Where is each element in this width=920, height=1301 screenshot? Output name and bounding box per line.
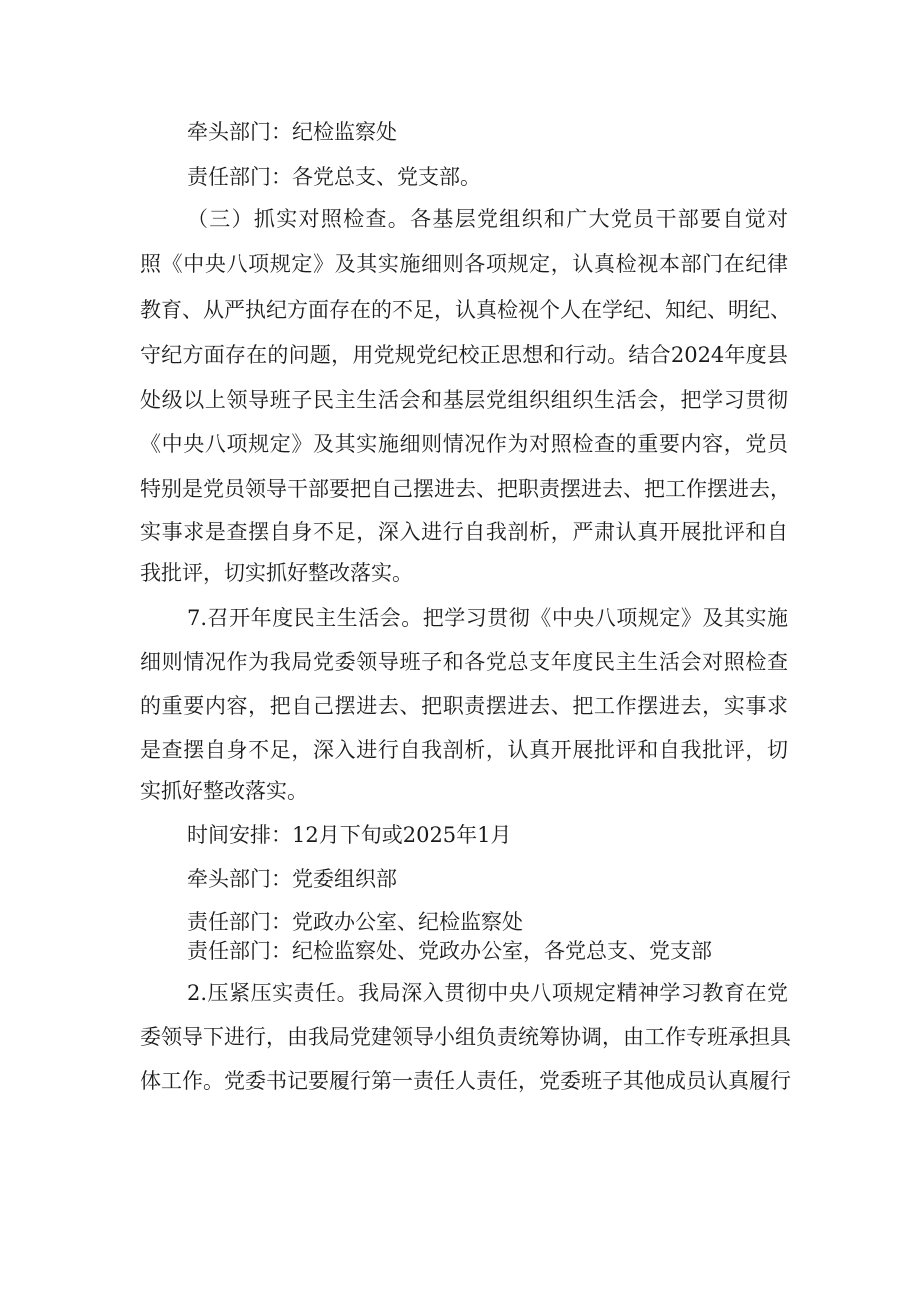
lead-dept-line-1: 牵头部门：纪检监察处: [187, 120, 397, 144]
item-7-para-line-1: 7.召开年度民主生活会。把学习贯彻《中央八项规定》及其实施: [187, 606, 788, 630]
item-7-para-line-5: 实抓好整改落实。: [140, 779, 308, 803]
item-7-para-line-3: 的重要内容，把自己摆进去、把职责摆进去、把工作摆进去，实事求: [140, 694, 788, 718]
schedule-line: 时间安排：12月下旬或2025年1月: [187, 823, 512, 847]
resp-dept-line-1: 责任部门：各党总支、党支部。: [187, 165, 481, 189]
section-3-para-line-9: 我批评，切实抓好整改落实。: [140, 561, 413, 585]
lead-dept-line-2: 牵头部门：党委组织部: [187, 867, 397, 891]
section-3-para-line-7: 特别是党员领导干部要把自己摆进去、把职责摆进去、把工作摆进去，: [140, 477, 791, 501]
item-7-para-line-2: 细则情况作为我局党委领导班子和各党总支年度民主生活会对照检查: [140, 650, 788, 674]
section-3-para-line-1: （三）抓实对照检查。各基层党组织和广大党员干部要自觉对: [187, 207, 788, 231]
resp-dept-line-3: 责任部门：纪检监察处、党政办公室，各党总支、党支部: [187, 939, 712, 963]
section-3-para-line-2: 照《中央八项规定》及其实施细则各项规定，认真检视本部门在纪律: [140, 252, 788, 276]
item-2-para-line-2: 委领导下进行，由我局党建领导小组负责统筹协调，由工作专班承担具: [140, 1025, 791, 1049]
item-7-para-line-4: 是查摆自身不足，深入进行自我剖析，认真开展批评和自我批评，切: [140, 738, 788, 762]
resp-dept-line-2: 责任部门：党政办公室、纪检监察处: [187, 910, 523, 934]
item-2-para-line-3: 体工作。党委书记要履行第一责任人责任，党委班子其他成员认真履行: [140, 1069, 791, 1093]
item-2-para-line-1: 2.压紧压实责任。我局深入贯彻中央八项规定精神学习教育在党: [187, 981, 788, 1005]
section-3-para-line-8: 实事求是查摆自身不足，深入进行自我剖析，严肃认真开展批评和自: [140, 520, 788, 544]
section-3-para-line-4: 守纪方面存在的问题，用党规党纪校正思想和行动。结合2024年度县: [140, 343, 788, 367]
section-3-para-line-6: 《中央八项规定》及其实施细则情况作为对照检查的重要内容，党员: [140, 432, 788, 456]
section-3-para-line-5: 处级以上领导班子民主生活会和基层党组织组织生活会，把学习贯彻: [140, 388, 788, 412]
section-3-para-line-3: 教育、从严执纪方面存在的不足，认真检视个人在学纪、知纪、明纪、: [140, 298, 791, 322]
